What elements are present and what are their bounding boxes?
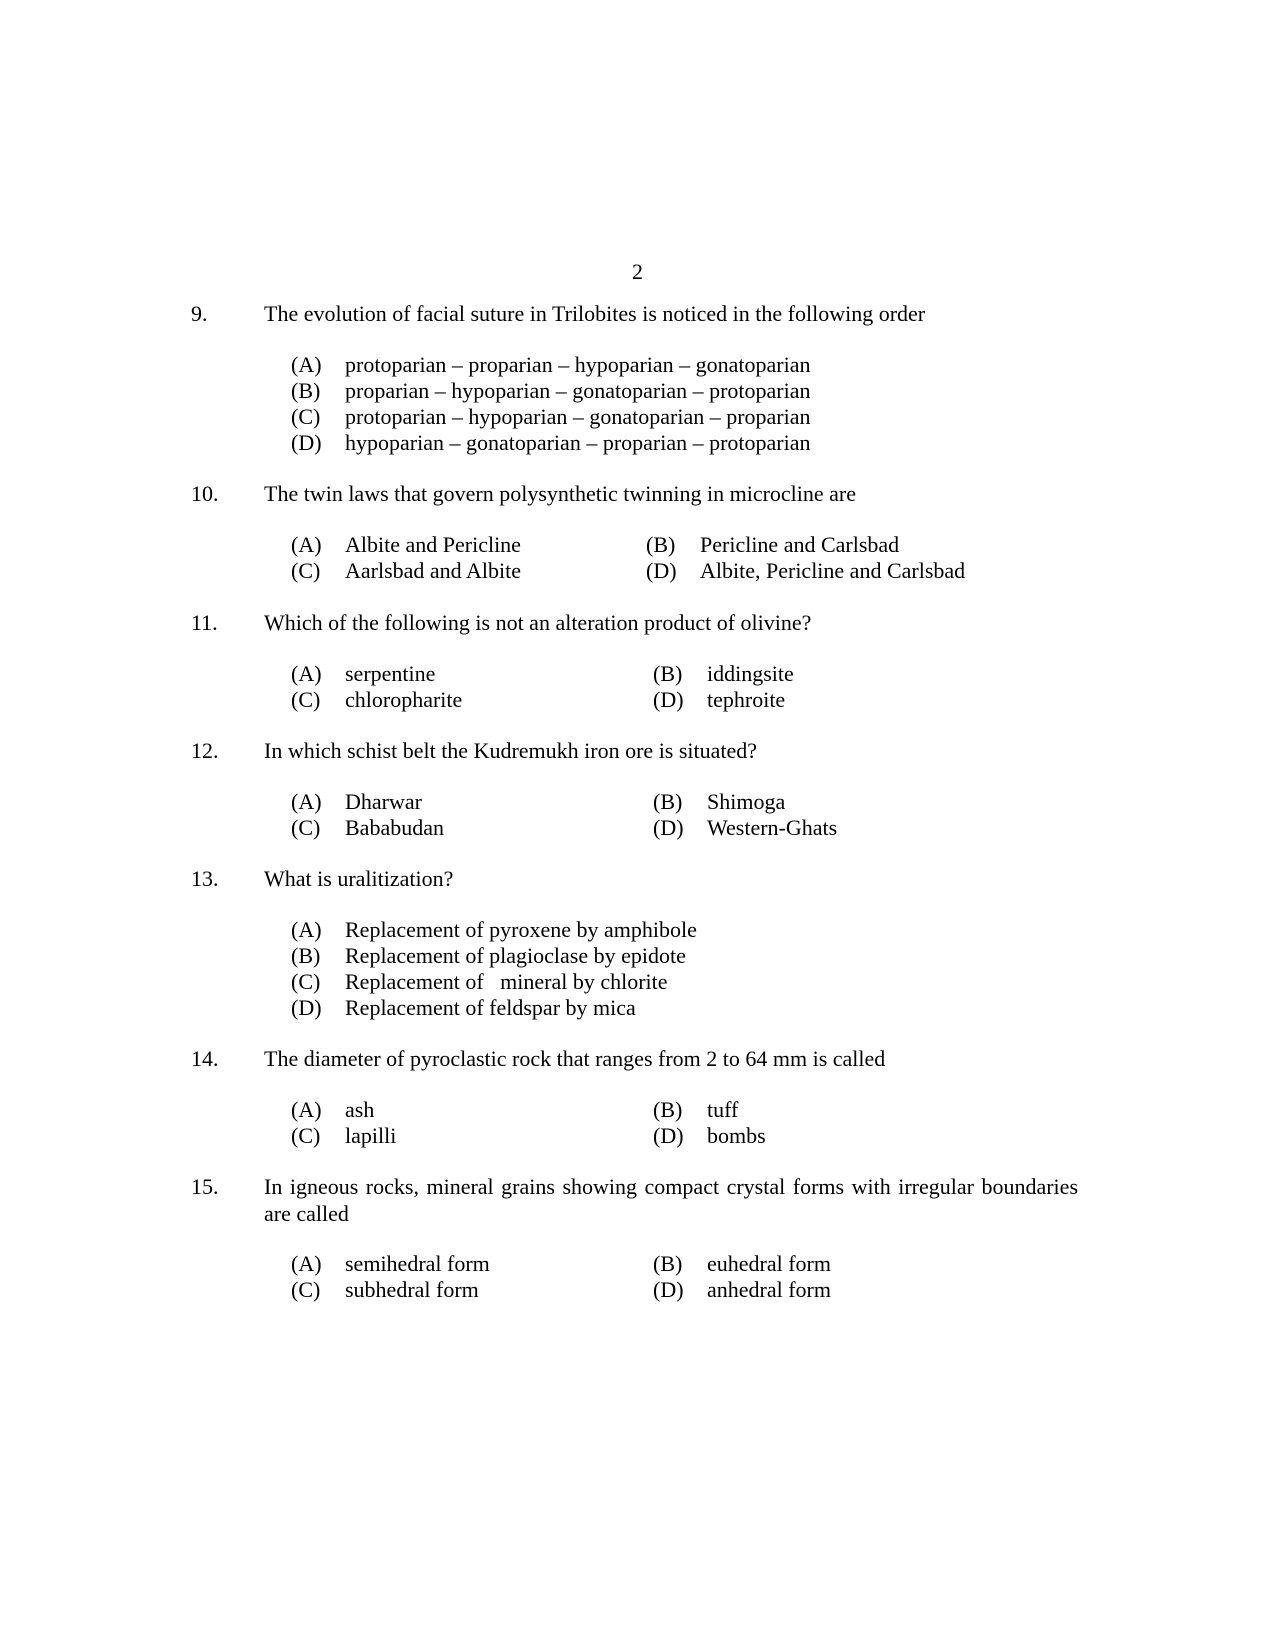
option-letter: (A) <box>291 789 322 814</box>
option-letter: (C) <box>291 969 321 994</box>
option-text: Dharwar <box>345 789 422 814</box>
option-text: chloropharite <box>345 687 463 712</box>
question-number: 9. <box>191 301 208 326</box>
option-text: ash <box>345 1097 375 1122</box>
option-letter: (C) <box>291 687 321 712</box>
question-text: In which schist belt the Kudremukh iron ore is situated? <box>264 738 758 763</box>
question-number: 15. <box>191 1174 219 1199</box>
option-letter: (A) <box>291 1251 322 1276</box>
option-letter: (D) <box>653 815 684 840</box>
page-number: 2 <box>632 259 643 284</box>
option-text: Albite and Pericline <box>345 532 521 557</box>
option-text: Replacement of mineral by chlorite <box>345 969 668 994</box>
option-letter: (C) <box>291 815 321 840</box>
option-text: Replacement of feldspar by mica <box>345 995 636 1020</box>
option-letter: (C) <box>291 1123 321 1148</box>
option-letter: (B) <box>291 943 321 968</box>
option-text: semihedral form <box>345 1251 490 1276</box>
option-letter: (B) <box>653 661 683 686</box>
question-number: 11. <box>191 610 218 635</box>
option-text: Bababudan <box>345 815 444 840</box>
option-letter: (A) <box>291 532 322 557</box>
question-text: What is uralitization? <box>264 866 454 891</box>
option-text: proparian – hypoparian – gonatoparian – protoparian <box>345 378 811 403</box>
option-letter: (B) <box>653 1097 683 1122</box>
option-letter: (D) <box>291 995 322 1020</box>
option-text: serpentine <box>345 661 436 686</box>
question-number: 10. <box>191 481 219 506</box>
question-text: Which of the following is not an alteration product of olivine? <box>264 610 812 635</box>
question-number: 12. <box>191 738 219 763</box>
option-letter: (C) <box>291 1277 321 1302</box>
option-text: bombs <box>707 1123 766 1148</box>
option-text: tuff <box>707 1097 739 1122</box>
option-text: Western-Ghats <box>707 815 838 840</box>
option-text: subhedral form <box>345 1277 479 1302</box>
option-text: tephroite <box>707 687 786 712</box>
option-text: iddingsite <box>707 661 794 686</box>
question-number: 13. <box>191 866 219 891</box>
question-text: The diameter of pyroclastic rock that ranges from 2 to 64 mm is called <box>264 1046 886 1071</box>
option-letter: (A) <box>291 352 322 377</box>
question-number: 14. <box>191 1046 219 1071</box>
option-text: lapilli <box>345 1123 397 1148</box>
option-letter: (D) <box>653 1277 684 1302</box>
option-text: Pericline and Carlsbad <box>700 532 900 557</box>
option-letter: (D) <box>653 1123 684 1148</box>
question-text: In igneous rocks, mineral grains showing compact crystal forms with irregular boundaries are called <box>264 1174 1078 1226</box>
option-text: Shimoga <box>707 789 786 814</box>
option-text: Replacement of pyroxene by amphibole <box>345 917 697 942</box>
option-letter: (A) <box>291 661 322 686</box>
option-letter: (A) <box>291 1097 322 1122</box>
option-letter: (B) <box>291 378 321 403</box>
option-text: protoparian – hypoparian – gonatoparian – proparian <box>345 404 811 429</box>
option-text: Albite, Pericline and Carlsbad <box>700 558 966 583</box>
option-letter: (B) <box>646 532 676 557</box>
option-letter: (C) <box>291 404 321 429</box>
option-text: hypoparian – gonatoparian – proparian – protoparian <box>345 430 811 455</box>
question-text: The twin laws that govern polysynthetic twinning in microcline are <box>264 481 857 506</box>
option-letter: (D) <box>646 558 677 583</box>
option-text: euhedral form <box>707 1251 831 1276</box>
option-letter: (D) <box>291 430 322 455</box>
option-letter: (C) <box>291 558 321 583</box>
option-text: protoparian – proparian – hypoparian – gonatoparian <box>345 352 811 377</box>
option-letter: (D) <box>653 687 684 712</box>
option-letter: (A) <box>291 917 322 942</box>
option-text: anhedral form <box>707 1277 831 1302</box>
option-letter: (B) <box>653 789 683 814</box>
option-text: Replacement of plagioclase by epidote <box>345 943 686 968</box>
option-text: Aarlsbad and Albite <box>345 558 521 583</box>
question-text: The evolution of facial suture in Trilobites is noticed in the following order <box>264 301 926 326</box>
option-letter: (B) <box>653 1251 683 1276</box>
